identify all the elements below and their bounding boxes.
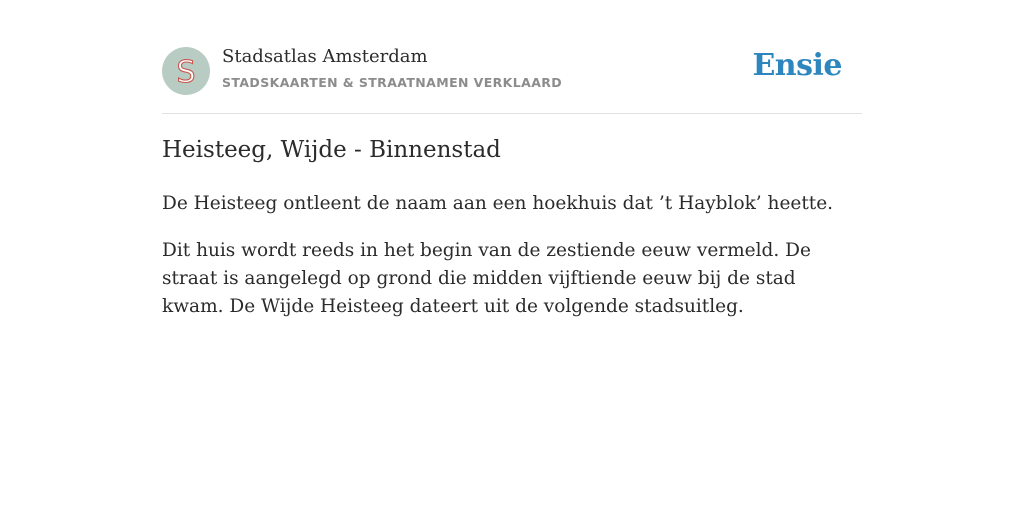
site-subtitle: STADSKAARTEN & STRAATNAMEN VERKLAARD <box>222 75 563 90</box>
article-paragraph: De Heisteeg ontleent de naam aan een hoekhuis dat ’t Hayblok’ heette. <box>162 193 834 214</box>
svg-text:S: S <box>176 55 196 90</box>
site-title[interactable]: Stadsatlas Amsterdam <box>222 46 428 67</box>
page-container <box>162 0 862 317</box>
site-avatar[interactable] <box>162 47 210 95</box>
letter-s-icon <box>162 47 210 95</box>
ensie-logo-link[interactable]: Ensie <box>752 48 842 83</box>
article-body <box>162 190 862 340</box>
article-paragraph: Dit huis wordt reeds in het begin van de zestiende eeuw vermeld. De straat is aangelegd op grond die midden vijftiende eeuw bij de stad kwam. De Wijde Heisteeg dateert uit de volgende stadsuitleg. <box>162 240 811 317</box>
site-header <box>162 0 862 114</box>
page-title: Heisteeg, Wijde - Binnenstad <box>162 137 501 163</box>
